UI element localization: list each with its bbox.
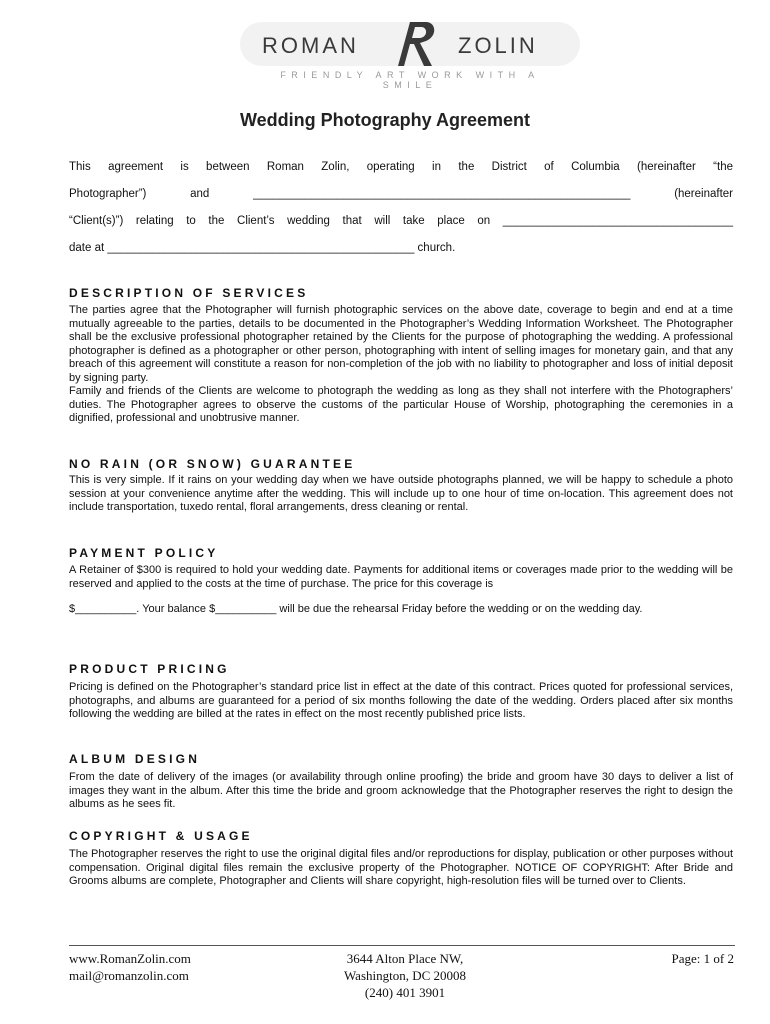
paragraph: The Photographer reserves the right to use the original digital files and/or reproductions for display, publication or other purposes without compensation. Original digital files remain the exclusive property of the Photographer. NOTICE OF COPYRIGHT: After Bride and Grooms albums are complete, Photographer and Clients will share copyright, high-resolution files will be turned over to Clients. xyxy=(69,848,733,887)
footer-divider xyxy=(69,945,735,946)
paragraph: The parties agree that the Photographer will furnish photographic services on the above date, coverage to begin and end at a time mutually agreeable to the parties, details to be documented in the Photographer’s Wedding Information Worksheet. The Photographer shall be the exclusive professional photographer retained by the Clients for the purpose of photographing the wedding. A professional photographer is defined as a photographer or other person, photographing with intent of selling images for monetary gain, and that any breach of this agreement will constitute a reason for non-completion of the job with no liability to photographer and loss of initial deposit by signing party. xyxy=(69,304,733,384)
section-body-pricing xyxy=(69,681,733,722)
brand-name-left: ROMAN xyxy=(262,33,359,58)
paragraph: From the date of delivery of the images (or availability through online proofing) the bride and groom have 30 days to deliver a list of images they want in the album. After this time the bride and groom acknowledge that the Photographer reserves the right to design the albums as he sees fit. xyxy=(69,771,733,810)
paragraph: Pricing is defined on the Photographer’s standard price list in effect at the date of this contract. Prices quoted for professional services, photographs, and albums are guaranteed for a period of six months following the date of the wedding. Orders placed after six months following the wedding are billed at the rates in effect on the most recently published price lists. xyxy=(69,681,733,720)
footer-email-link[interactable]: mail@romanzolin.com xyxy=(69,968,189,983)
section-body-payment xyxy=(69,564,733,617)
brand-name-right: ZOLIN xyxy=(458,33,538,58)
intro-line: This agreement is between Roman Zolin, operating in the District of Columbia (hereinafter “the xyxy=(69,161,733,173)
footer-contact xyxy=(69,950,191,984)
footer-website-link[interactable]: www.RomanZolin.com xyxy=(69,951,191,966)
document-title: Wedding Photography Agreement xyxy=(239,110,530,130)
section-body-services xyxy=(69,304,733,426)
intro-line: “Client(s)”) relating to the Client’s wedding that will take place on ____________________________________ xyxy=(69,215,733,227)
intro-line: date at ________________________________________________ church. xyxy=(69,242,456,254)
intro-line: Photographer”) and ___________________________________________________________ (hereinafter xyxy=(69,188,733,200)
paragraph: Family and friends of the Clients are welcome to photograph the wedding as long as they shall not interfere with the Photographers’ duties. The Photographer agrees to observe the customs of the particular House of Worship, photographing the ceremonies in a dignified, professional and unobtrusive manner. xyxy=(69,385,733,424)
section-heading-payment: PAYMENT POLICY xyxy=(69,546,219,560)
footer-address-line: Washington, DC 20008 xyxy=(343,968,467,983)
brand-tagline: FRIENDLY ART WORK WITH A SMILE xyxy=(280,70,540,90)
section-heading-services: DESCRIPTION OF SERVICES xyxy=(69,286,309,300)
footer-address-line: 3644 Alton Place NW, xyxy=(346,951,464,966)
footer-page-number: Page: 1 of 2 xyxy=(671,951,734,966)
section-heading-pricing: PRODUCT PRICING xyxy=(69,662,230,676)
section-body-album xyxy=(69,771,733,812)
section-body-guarantee xyxy=(69,474,733,515)
paragraph: A Retainer of $300 is required to hold your wedding date. Payments for additional items or coverages made prior to the wedding will be reserved and applied to the costs at the time of purchase. The price for this coverage is xyxy=(69,564,733,590)
section-heading-guarantee: NO RAIN (OR SNOW) GUARANTEE xyxy=(69,457,356,471)
logo-r-icon xyxy=(390,16,440,70)
section-heading-album: ALBUM DESIGN xyxy=(69,752,201,766)
section-heading-copyright: COPYRIGHT & USAGE xyxy=(69,829,253,843)
footer-address xyxy=(280,950,530,1001)
section-body-copyright xyxy=(69,848,733,889)
paragraph: This is very simple. If it rains on your wedding day when we have outside photographs planned, we will be happy to schedule a photo session at your convenience anytime after the wedding. This will include up to one hour of time on-location. This agreement does not include transportation, tuxedo rental, floral arrangements, dress cleaning or rental. xyxy=(69,474,733,513)
paragraph: $__________. Your balance $__________ will be due the rehearsal Friday before the wedding or on the wedding day. xyxy=(69,603,643,615)
footer-phone: (240) 401 3901 xyxy=(364,985,446,1000)
letterhead xyxy=(0,0,770,90)
